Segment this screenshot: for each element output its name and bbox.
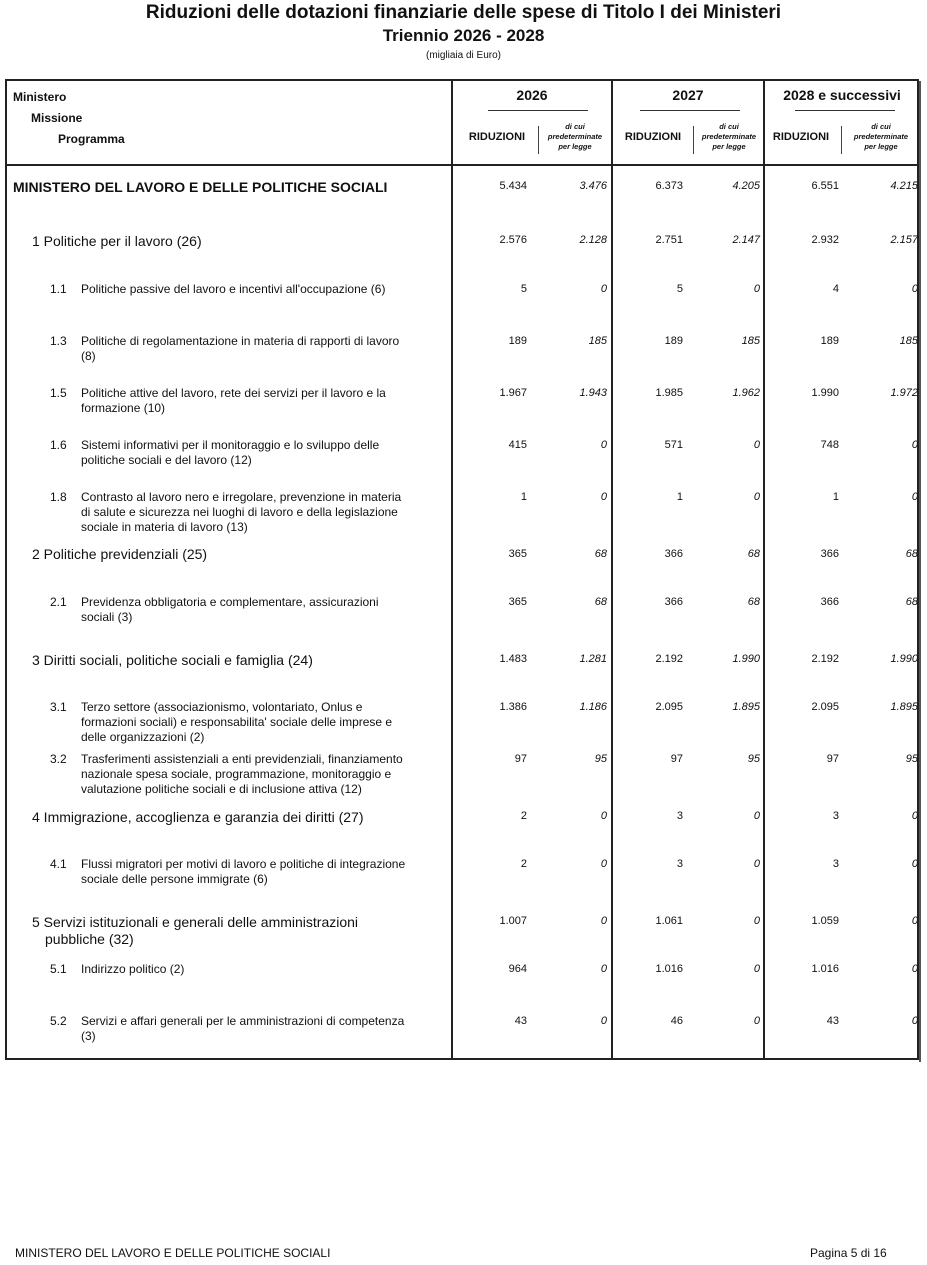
riduzioni-2028-value: 1.990 xyxy=(811,387,839,399)
riduzioni-2027-value: 5 xyxy=(676,283,683,295)
header-divider xyxy=(5,164,919,166)
riduzioni-2027-value: 6.373 xyxy=(655,180,683,192)
dicui-2027-value: 1.990 xyxy=(732,653,760,665)
header-programma: Programma xyxy=(58,132,125,146)
riduzioni-2028-value: 1 xyxy=(832,491,839,503)
riduzioni-2028-value: 189 xyxy=(820,335,839,347)
dicui-2027-value: 185 xyxy=(741,335,760,347)
riduzioni-2027-value: 1 xyxy=(676,491,683,503)
missione-label: 1 Politiche per il lavoro (26) xyxy=(32,233,202,249)
header-dicui: di cui predeterminate per legge xyxy=(853,122,909,151)
riduzioni-2028-value: 4 xyxy=(832,283,839,295)
missione-label: 2 Politiche previdenziali (25) xyxy=(32,546,208,562)
missione-label: 5 Servizi istituzionali e generali delle amministrazioni xyxy=(32,914,359,930)
programma-label: Trasferimenti assistenziali a enti previdenziali, finanziamento nazionale spesa sociale, programmazione, monitoraggio e valutazione politiche sociali e di inclusione attiva (12) xyxy=(81,752,403,796)
riduzioni-2026-value: 964 xyxy=(508,963,527,975)
riduzioni-2027-value: 366 xyxy=(664,596,683,608)
dicui-2028-value: 0 xyxy=(911,439,918,451)
programma-label: Terzo settore (associazionismo, volontariato, Onlus e formazioni sociali) e responsabilita' sociale delle imprese e delle organizzazioni (2) xyxy=(81,700,393,744)
dicui-2026-value: 68 xyxy=(594,548,607,560)
dicui-2026-value: 1.943 xyxy=(579,387,607,399)
riduzioni-2027-value: 3 xyxy=(676,810,683,822)
programma-code: 1.8 xyxy=(50,490,67,504)
programma-code: 1.1 xyxy=(50,282,67,296)
programma-code: 1.3 xyxy=(50,334,67,348)
header-dicui: di cui predeterminate per legge xyxy=(547,122,603,151)
programma-label: Servizi e affari generali per le amministrazioni di competenza (3) xyxy=(81,1014,405,1043)
dicui-2027-value: 0 xyxy=(753,858,760,870)
dicui-2028-value: 4.215 xyxy=(890,180,918,192)
riduzioni-2026-value: 1.007 xyxy=(499,915,527,927)
programma-label: Politiche di regolamentazione in materia di rapporti di lavoro (8) xyxy=(81,334,400,363)
dicui-2028-value: 0 xyxy=(911,915,918,927)
riduzioni-2026-value: 5.434 xyxy=(499,180,527,192)
riduzioni-2028-value: 6.551 xyxy=(811,180,839,192)
programma-code: 3.2 xyxy=(50,752,67,766)
year-underline xyxy=(488,110,588,111)
dicui-2028-value: 0 xyxy=(911,491,918,503)
riduzioni-2028-value: 3 xyxy=(832,858,839,870)
riduzioni-2026-value: 1.967 xyxy=(499,387,527,399)
header-dicui: di cui predeterminate per legge xyxy=(701,122,757,151)
riduzioni-2027-value: 2.192 xyxy=(655,653,683,665)
dicui-2026-value: 0 xyxy=(600,810,607,822)
dicui-2026-value: 0 xyxy=(600,858,607,870)
programma-code: 4.1 xyxy=(50,857,67,871)
riduzioni-2027-value: 2.095 xyxy=(655,701,683,713)
col-divider xyxy=(763,79,765,1060)
riduzioni-2027-value: 1.061 xyxy=(655,915,683,927)
riduzioni-2027-value: 189 xyxy=(664,335,683,347)
table-frame xyxy=(5,79,919,1060)
riduzioni-2026-value: 5 xyxy=(520,283,527,295)
year-underline xyxy=(640,110,740,111)
unit-note: (migliaia di Euro) xyxy=(425,50,502,61)
ministero-label: MINISTERO DEL LAVORO E DELLE POLITICHE SOCIALI xyxy=(13,179,388,195)
header-riduzioni: RIDUZIONI xyxy=(468,131,526,143)
subheader-separator xyxy=(841,126,842,154)
riduzioni-2027-value: 571 xyxy=(664,439,683,451)
col-divider xyxy=(451,79,453,1060)
dicui-2027-value: 0 xyxy=(753,963,760,975)
dicui-2028-value: 68 xyxy=(905,596,918,608)
dicui-2027-value: 2.147 xyxy=(732,234,760,246)
riduzioni-2026-value: 365 xyxy=(508,596,527,608)
dicui-2026-value: 3.476 xyxy=(579,180,607,192)
dicui-2026-value: 1.281 xyxy=(579,653,607,665)
dicui-2026-value: 0 xyxy=(600,963,607,975)
table-shadow xyxy=(919,81,921,1062)
programma-code: 1.5 xyxy=(50,386,67,400)
dicui-2027-value: 1.962 xyxy=(732,387,760,399)
dicui-2027-value: 0 xyxy=(753,1015,760,1027)
header-riduzioni: RIDUZIONI xyxy=(624,131,682,143)
dicui-2028-value: 2.157 xyxy=(890,234,918,246)
riduzioni-2028-value: 2.932 xyxy=(811,234,839,246)
col-divider xyxy=(611,79,613,1060)
dicui-2027-value: 0 xyxy=(753,810,760,822)
riduzioni-2026-value: 1 xyxy=(520,491,527,503)
riduzioni-2027-value: 1.016 xyxy=(655,963,683,975)
dicui-2027-value: 1.895 xyxy=(732,701,760,713)
missione-label-cont: pubbliche (32) xyxy=(45,931,134,947)
dicui-2027-value: 0 xyxy=(753,439,760,451)
dicui-2028-value: 0 xyxy=(911,1015,918,1027)
riduzioni-2027-value: 1.985 xyxy=(655,387,683,399)
dicui-2026-value: 1.186 xyxy=(579,701,607,713)
programma-label: Indirizzo politico (2) xyxy=(81,962,185,976)
dicui-2027-value: 0 xyxy=(753,491,760,503)
riduzioni-2028-value: 366 xyxy=(820,548,839,560)
riduzioni-2028-value: 97 xyxy=(826,753,839,765)
programma-code: 2.1 xyxy=(50,595,67,609)
dicui-2027-value: 4.205 xyxy=(732,180,760,192)
dicui-2028-value: 0 xyxy=(911,963,918,975)
dicui-2026-value: 0 xyxy=(600,491,607,503)
dicui-2027-value: 0 xyxy=(753,915,760,927)
riduzioni-2028-value: 2.095 xyxy=(811,701,839,713)
dicui-2027-value: 68 xyxy=(747,548,760,560)
riduzioni-2028-value: 1.016 xyxy=(811,963,839,975)
page-subtitle: Triennio 2026 - 2028 xyxy=(382,26,545,45)
dicui-2028-value: 95 xyxy=(905,753,918,765)
programma-label: Contrasto al lavoro nero e irregolare, prevenzione in materia di salute e sicurezza nei luoghi di lavoro e della legislazione sociale in materia di lavoro (13) xyxy=(81,490,402,534)
header-missione: Missione xyxy=(31,111,83,125)
riduzioni-2027-value: 3 xyxy=(676,858,683,870)
dicui-2028-value: 1.990 xyxy=(890,653,918,665)
programma-label: Sistemi informativi per il monitoraggio e lo sviluppo delle politiche sociali e del lavoro (12) xyxy=(81,438,380,467)
dicui-2028-value: 185 xyxy=(899,335,918,347)
riduzioni-2027-value: 2.751 xyxy=(655,234,683,246)
dicui-2028-value: 1.972 xyxy=(890,387,918,399)
programma-code: 5.2 xyxy=(50,1014,67,1028)
riduzioni-2026-value: 2 xyxy=(520,810,527,822)
programma-label: Politiche passive del lavoro e incentivi all'occupazione (6) xyxy=(81,282,386,296)
riduzioni-2026-value: 365 xyxy=(508,548,527,560)
dicui-2026-value: 0 xyxy=(600,283,607,295)
programma-code: 1.6 xyxy=(50,438,67,452)
riduzioni-2026-value: 2 xyxy=(520,858,527,870)
footer-ministry: MINISTERO DEL LAVORO E DELLE POLITICHE SOCIALI xyxy=(15,1246,331,1260)
subheader-separator xyxy=(538,126,539,154)
programma-label: Politiche attive del lavoro, rete dei servizi per il lavoro e la formazione (10) xyxy=(81,386,386,415)
riduzioni-2028-value: 1.059 xyxy=(811,915,839,927)
riduzioni-2028-value: 3 xyxy=(832,810,839,822)
riduzioni-2027-value: 97 xyxy=(670,753,683,765)
dicui-2028-value: 68 xyxy=(905,548,918,560)
riduzioni-2028-value: 366 xyxy=(820,596,839,608)
dicui-2027-value: 0 xyxy=(753,283,760,295)
dicui-2026-value: 2.128 xyxy=(579,234,607,246)
subheader-separator xyxy=(693,126,694,154)
riduzioni-2027-value: 46 xyxy=(670,1015,683,1027)
dicui-2027-value: 68 xyxy=(747,596,760,608)
riduzioni-2028-value: 748 xyxy=(820,439,839,451)
dicui-2028-value: 1.895 xyxy=(890,701,918,713)
riduzioni-2028-value: 43 xyxy=(826,1015,839,1027)
dicui-2026-value: 0 xyxy=(600,439,607,451)
riduzioni-2026-value: 1.483 xyxy=(499,653,527,665)
page-title: Riduzioni delle dotazioni finanziarie delle spese di Titolo I dei Ministeri xyxy=(145,2,782,23)
year-underline xyxy=(795,110,895,111)
programma-code: 5.1 xyxy=(50,962,67,976)
riduzioni-2026-value: 415 xyxy=(508,439,527,451)
year-2028: 2028 e successivi xyxy=(783,87,901,103)
dicui-2028-value: 0 xyxy=(911,810,918,822)
missione-label: 3 Diritti sociali, politiche sociali e famiglia (24) xyxy=(32,652,313,668)
riduzioni-2026-value: 97 xyxy=(514,753,527,765)
footer-page-number: Pagina 5 di 16 xyxy=(810,1246,887,1260)
year-2027: 2027 xyxy=(672,87,704,103)
programma-label: Flussi migratori per motivi di lavoro e politiche di integrazione sociale delle persone immigrate (6) xyxy=(81,857,406,886)
dicui-2026-value: 0 xyxy=(600,1015,607,1027)
dicui-2026-value: 185 xyxy=(588,335,607,347)
dicui-2028-value: 0 xyxy=(911,283,918,295)
dicui-2028-value: 0 xyxy=(911,858,918,870)
dicui-2026-value: 0 xyxy=(600,915,607,927)
dicui-2027-value: 95 xyxy=(747,753,760,765)
riduzioni-2027-value: 366 xyxy=(664,548,683,560)
programma-label: Previdenza obbligatoria e complementare, assicurazioni sociali (3) xyxy=(81,595,379,624)
year-2026: 2026 xyxy=(516,87,548,103)
header-riduzioni: RIDUZIONI xyxy=(772,131,830,143)
missione-label: 4 Immigrazione, accoglienza e garanzia dei diritti (27) xyxy=(32,809,364,825)
riduzioni-2026-value: 189 xyxy=(508,335,527,347)
dicui-2026-value: 68 xyxy=(594,596,607,608)
riduzioni-2028-value: 2.192 xyxy=(811,653,839,665)
riduzioni-2026-value: 2.576 xyxy=(499,234,527,246)
riduzioni-2026-value: 43 xyxy=(514,1015,527,1027)
header-ministero: Ministero xyxy=(13,90,67,104)
dicui-2026-value: 95 xyxy=(594,753,607,765)
riduzioni-2026-value: 1.386 xyxy=(499,701,527,713)
programma-code: 3.1 xyxy=(50,700,67,714)
